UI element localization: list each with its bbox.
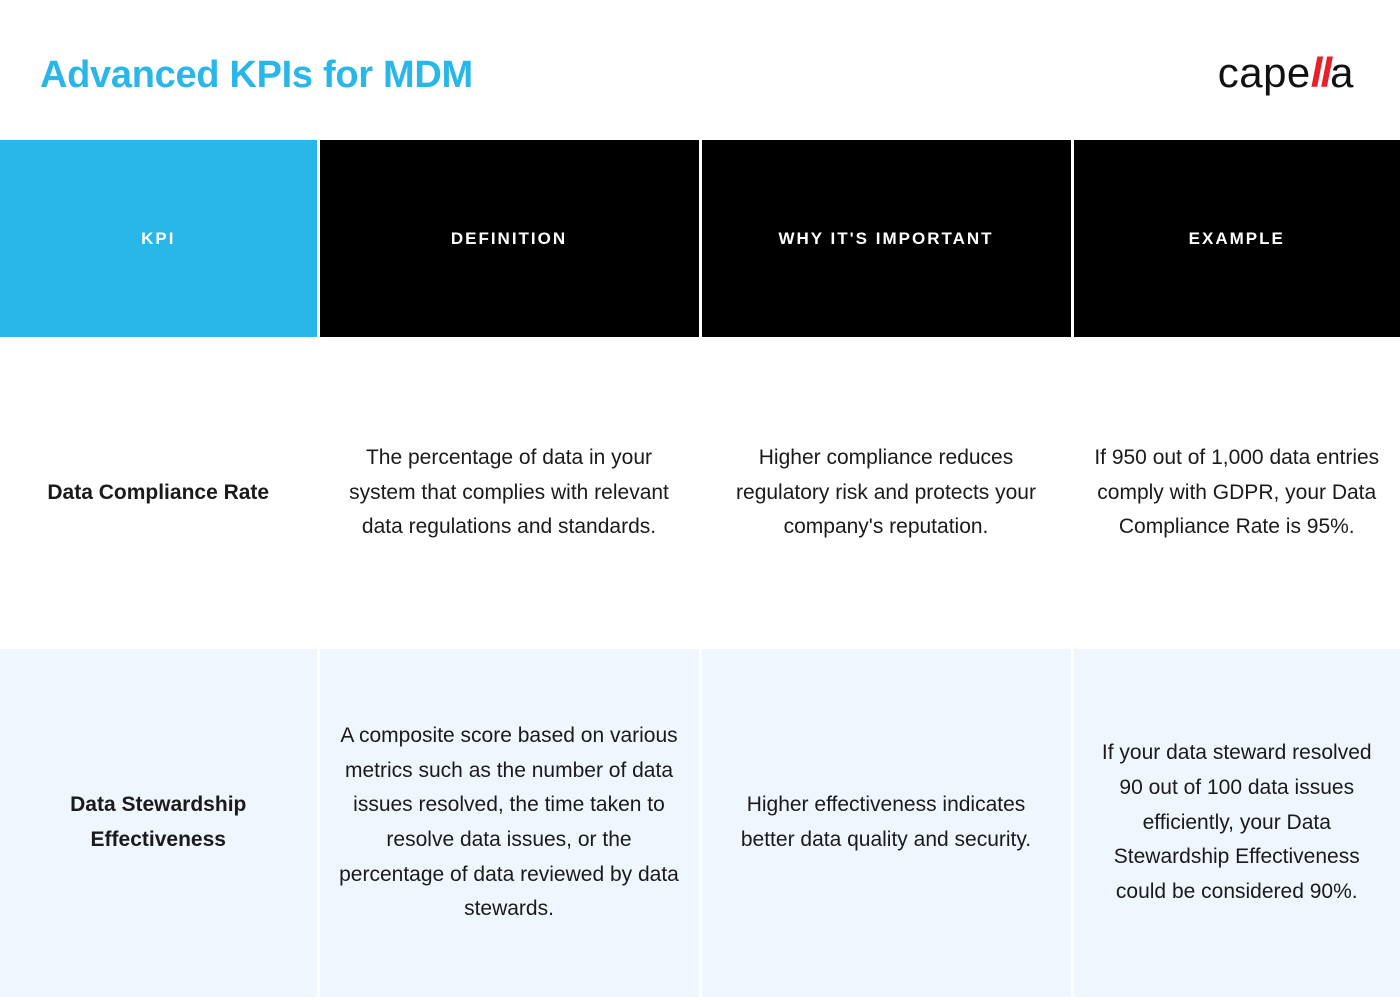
cell-kpi-name: Data Compliance Rate bbox=[0, 337, 318, 649]
table-header-row bbox=[0, 140, 1400, 337]
logo-text-part1: cape bbox=[1217, 49, 1311, 96]
cell-definition: The percentage of data in your system that complies with relevant data regulations and standards. bbox=[318, 337, 700, 649]
column-header-importance: WHY IT'S IMPORTANT bbox=[700, 140, 1072, 337]
cell-example: If 950 out of 1,000 data entries comply with GDPR, your Data Compliance Rate is 95%. bbox=[1094, 446, 1380, 539]
capella-logo bbox=[1218, 43, 1360, 97]
cell-definition: A composite score based on various metrics such as the number of data issues resolved, the time taken to resolve data issues, or the percentage of data reviewed by data stewards. bbox=[318, 649, 700, 997]
cell-kpi-name: Data Stewardship Effectiveness bbox=[0, 649, 318, 997]
table-row bbox=[0, 649, 1400, 997]
column-header-definition: DEFINITION bbox=[318, 140, 700, 337]
logo-text-accent: ll bbox=[1310, 49, 1331, 96]
slide-header bbox=[0, 0, 1400, 140]
page-title: Advanced KPIs for MDM bbox=[40, 53, 473, 96]
logo-text-part3: a bbox=[1330, 49, 1354, 96]
cell-example: If your data steward resolved 90 out of 100 data issues efficiently, your Data Stewardship Effectiveness could be considered 90%. bbox=[1072, 649, 1400, 997]
column-header-example: EXAMPLE bbox=[1072, 140, 1400, 337]
column-header-kpi: KPI bbox=[0, 140, 318, 337]
cell-importance: Higher effectiveness indicates better data quality and security. bbox=[700, 649, 1072, 997]
table-row bbox=[0, 337, 1400, 649]
cell-importance: Higher compliance reduces regulatory risk and protects your company's reputation. bbox=[700, 337, 1072, 649]
kpi-table bbox=[0, 140, 1400, 997]
